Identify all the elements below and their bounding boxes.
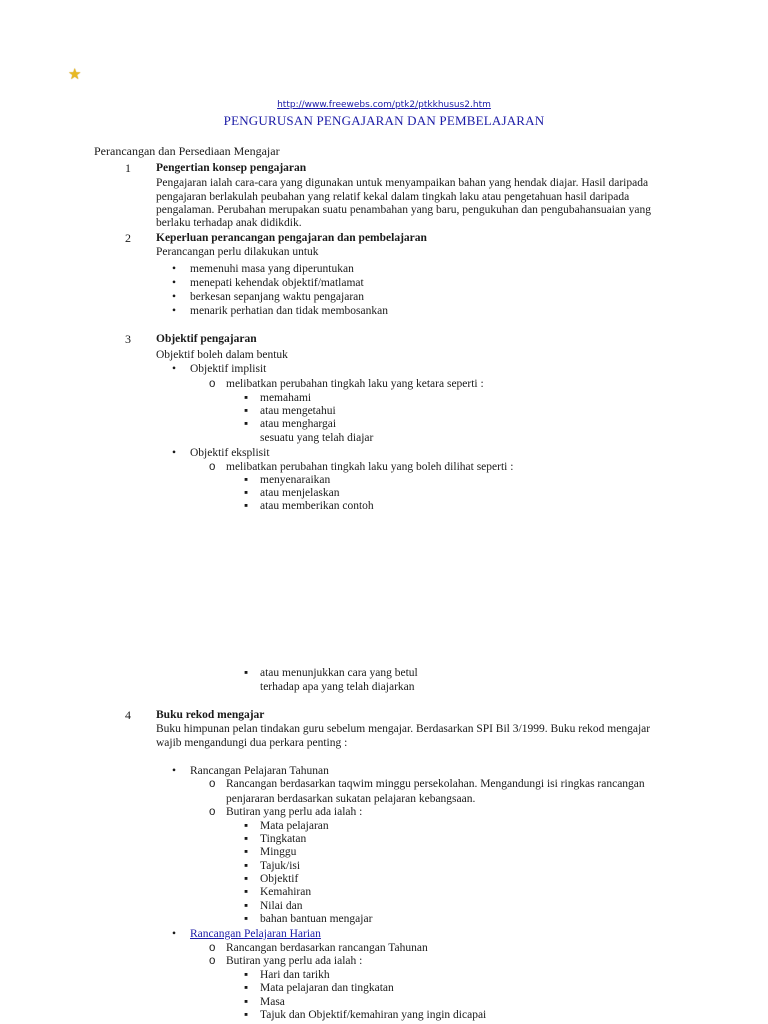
circle-bullet-icon: o — [209, 955, 216, 967]
sub-sub-list-item: atau mengetahui — [260, 405, 336, 417]
bullet-icon: • — [172, 447, 177, 459]
bullet-icon: • — [172, 291, 177, 303]
square-bullet-icon: ▪ — [244, 982, 249, 994]
bullet-icon: • — [172, 928, 177, 940]
section-heading: Keperluan perancangan pengajaran dan pembelajaran — [156, 232, 427, 244]
sub-sub-list-item: Mata pelajaran dan tingkatan — [260, 982, 394, 994]
circle-bullet-icon: o — [209, 942, 216, 954]
section-number: 3 — [125, 332, 131, 346]
sub-list-item: Butiran yang perlu ada ialah : — [226, 806, 363, 818]
rancangan-harian-link[interactable]: Rancangan Pelajaran Harian — [190, 928, 321, 940]
section-number: 1 — [125, 161, 131, 175]
square-bullet-icon: ▪ — [244, 886, 249, 898]
section-intro: Perancangan perlu dilakukan untuk — [156, 246, 319, 258]
square-bullet-icon: ▪ — [244, 860, 249, 872]
section-heading: Buku rekod mengajar — [156, 709, 265, 721]
paragraph-line: pengalaman. Perubahan merupakan suatu penambahan yang baru, pengukuhan dan pengubahansuaian yang — [156, 204, 651, 216]
bullet-icon: • — [172, 277, 177, 289]
section-intro: Objektif boleh dalam bentuk — [156, 349, 288, 361]
paragraph-line: berlaku terhadap anak didikdik. — [156, 217, 302, 229]
square-bullet-icon: ▪ — [244, 474, 249, 486]
sub-list-item: Rancangan berdasarkan taqwim minggu persekolahan. Mengandungi isi ringkas rancangan — [226, 778, 645, 790]
sub-sub-list-item: atau menghargai — [260, 418, 337, 430]
square-bullet-icon: ▪ — [244, 820, 249, 832]
sub-list-item: melibatkan perubahan tingkah laku yang boleh dilihat seperti : — [226, 461, 514, 473]
square-bullet-icon: ▪ — [244, 667, 249, 679]
sub-sub-list-item: Mata pelajaran — [260, 820, 329, 832]
list-item: menepati kehendak objektif/matlamat — [190, 277, 364, 289]
bullet-icon: • — [172, 363, 177, 375]
square-bullet-icon: ▪ — [244, 487, 249, 499]
continuation-text: terhadap apa yang telah diajarkan — [260, 681, 415, 693]
star-icon: ★ — [68, 67, 82, 83]
page-title: PENGURUSAN PENGAJARAN DAN PEMBELAJARAN — [223, 113, 545, 128]
sub-sub-list-item: Masa — [260, 996, 285, 1008]
section-heading: Pengertian konsep pengajaran — [156, 162, 307, 174]
square-bullet-icon: ▪ — [244, 418, 249, 430]
sub-list-item: Butiran yang perlu ada ialah : — [226, 955, 363, 967]
list-item: Rancangan Pelajaran Tahunan — [190, 765, 329, 777]
circle-bullet-icon: o — [209, 778, 216, 790]
sub-sub-list-item: Tajuk dan Objektif/kemahiran yang ingin dicapai — [260, 1009, 487, 1021]
square-bullet-icon: ▪ — [244, 405, 249, 417]
section-subheading: Perancangan dan Persediaan Mengajar — [94, 144, 280, 158]
square-bullet-icon: ▪ — [244, 913, 249, 925]
sub-list-item-continuation: penjararan berdasarkan sukatan pelajaran kebangsaan. — [226, 793, 476, 805]
list-item: memenuhi masa yang diperuntukan — [190, 263, 354, 275]
bullet-icon: • — [172, 765, 177, 777]
square-bullet-icon: ▪ — [244, 996, 249, 1008]
list-item: berkesan sepanjang waktu pengajaran — [190, 291, 365, 303]
square-bullet-icon: ▪ — [244, 873, 249, 885]
sub-sub-list-item: menyenaraikan — [260, 474, 331, 486]
sub-list-item: melibatkan perubahan tingkah laku yang ketara seperti : — [226, 378, 484, 390]
list-item: menarik perhatian dan tidak membosankan — [190, 305, 388, 317]
sub-sub-list-item: atau memberikan contoh — [260, 500, 374, 512]
paragraph-line: pengajaran berlakulah peubahan yang relatif kekal dalam tingkah laku atau pengetahuan hasil daripada — [156, 191, 630, 203]
paragraph-line: wajib mengandungi dua perkara penting : — [156, 737, 348, 749]
sub-sub-list-item: Hari dan tarikh — [260, 969, 330, 981]
square-bullet-icon: ▪ — [244, 900, 249, 912]
section-number: 2 — [125, 231, 131, 245]
sub-sub-list-item: atau menunjukkan cara yang betul — [260, 667, 418, 679]
list-item: Objektif eksplisit — [190, 447, 270, 459]
sub-sub-list-item: atau menjelaskan — [260, 487, 340, 499]
section-heading: Objektif pengajaran — [156, 333, 257, 345]
bullet-icon: • — [172, 263, 177, 275]
continuation-text: sesuatu yang telah diajar — [260, 432, 374, 444]
sub-sub-list-item: Objektif — [260, 873, 299, 885]
bullet-icon: • — [172, 305, 177, 317]
circle-bullet-icon: o — [209, 806, 216, 818]
square-bullet-icon: ▪ — [244, 500, 249, 512]
sub-sub-list-item: Tingkatan — [260, 833, 307, 845]
sub-sub-list-item: Minggu — [260, 846, 297, 858]
list-item: Objektif implisit — [190, 363, 267, 375]
source-url-link[interactable]: http://www.freewebs.com/ptk2/ptkkhusus2.htm — [277, 100, 491, 110]
circle-bullet-icon: o — [209, 378, 216, 390]
sub-sub-list-item: Tajuk/isi — [260, 860, 301, 872]
square-bullet-icon: ▪ — [244, 846, 249, 858]
paragraph-line: Pengajaran ialah cara-cara yang digunakan untuk menyampaikan bahan yang hendak diajar. Hasil daripada — [156, 177, 649, 189]
sub-sub-list-item: Kemahiran — [260, 886, 312, 898]
square-bullet-icon: ▪ — [244, 392, 249, 404]
sub-list-item: Rancangan berdasarkan rancangan Tahunan — [226, 942, 428, 954]
paragraph-line: Buku himpunan pelan tindakan guru sebelum mengajar. Berdasarkan SPI Bil 3/1999. Buku rekod mengajar — [156, 723, 651, 735]
section-number: 4 — [125, 708, 131, 722]
circle-bullet-icon: o — [209, 461, 216, 473]
square-bullet-icon: ▪ — [244, 833, 249, 845]
square-bullet-icon: ▪ — [244, 1009, 249, 1021]
sub-sub-list-item: bahan bantuan mengajar — [260, 913, 373, 925]
sub-sub-list-item: Nilai dan — [260, 900, 303, 912]
sub-sub-list-item: memahami — [260, 392, 312, 404]
square-bullet-icon: ▪ — [244, 969, 249, 981]
